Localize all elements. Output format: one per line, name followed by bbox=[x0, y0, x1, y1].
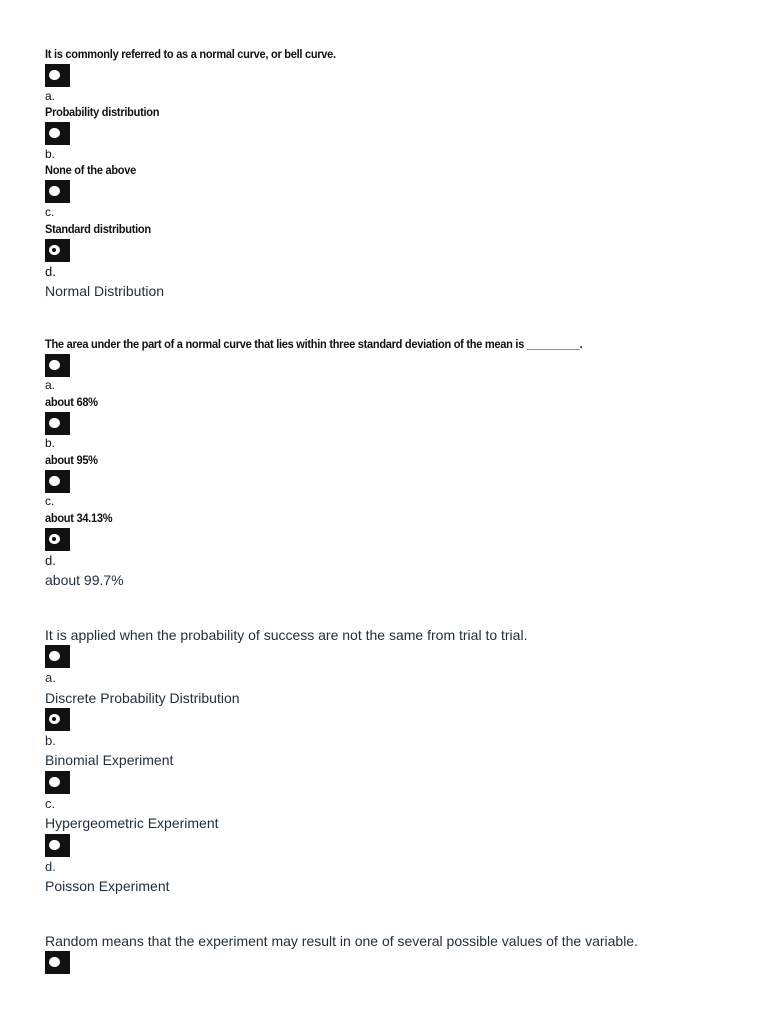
question-text: The area under the part of a normal curve that lies within three standard deviation of the mean is _________. bbox=[45, 337, 583, 351]
question-text: Random means that the experiment may result in one of several possible values of the variable. bbox=[45, 933, 638, 949]
radio-option-d[interactable] bbox=[45, 239, 70, 262]
option-letter: d. bbox=[45, 553, 56, 568]
question-text: It is commonly referred to as a normal curve, or bell curve. bbox=[45, 47, 336, 61]
option-letter: d. bbox=[45, 859, 56, 874]
radio-option-d[interactable] bbox=[45, 834, 70, 857]
radio-option-c[interactable] bbox=[45, 470, 70, 493]
option-label: Discrete Probability Distribution bbox=[45, 690, 240, 706]
option-letter: b. bbox=[45, 147, 56, 161]
radio-option-b[interactable] bbox=[45, 708, 70, 731]
radio-option-d[interactable] bbox=[45, 528, 70, 551]
radio-option-a[interactable] bbox=[45, 64, 70, 87]
option-label: Binomial Experiment bbox=[45, 752, 174, 768]
radio-option-b[interactable] bbox=[45, 412, 70, 435]
option-letter: b. bbox=[45, 733, 56, 748]
option-letter: a. bbox=[45, 89, 56, 103]
option-label: about 99.7% bbox=[45, 572, 124, 588]
option-label: Probability distribution bbox=[45, 105, 160, 119]
option-label: about 68% bbox=[45, 395, 98, 409]
radio-option-a[interactable] bbox=[45, 354, 70, 377]
option-letter: a. bbox=[45, 670, 56, 685]
option-label: Hypergeometric Experiment bbox=[45, 815, 219, 831]
radio-option-b[interactable] bbox=[45, 122, 70, 145]
option-letter: a. bbox=[45, 378, 56, 392]
option-label: Normal Distribution bbox=[45, 283, 165, 299]
option-label: about 34.13% bbox=[45, 511, 113, 525]
option-label: None of the above bbox=[45, 163, 137, 177]
radio-option-a[interactable] bbox=[45, 951, 70, 974]
radio-option-a[interactable] bbox=[45, 645, 70, 668]
option-letter: c. bbox=[45, 796, 56, 811]
radio-option-c[interactable] bbox=[45, 180, 70, 203]
option-letter: d. bbox=[45, 264, 56, 279]
option-letter: c. bbox=[45, 205, 55, 219]
option-label: Standard distribution bbox=[45, 222, 151, 236]
question-text: It is applied when the probability of success are not the same from trial to trial. bbox=[45, 627, 528, 643]
option-letter: b. bbox=[45, 436, 56, 450]
radio-option-c[interactable] bbox=[45, 771, 70, 794]
option-label: about 95% bbox=[45, 453, 98, 467]
option-label: Poisson Experiment bbox=[45, 878, 170, 894]
option-letter: c. bbox=[45, 494, 55, 508]
